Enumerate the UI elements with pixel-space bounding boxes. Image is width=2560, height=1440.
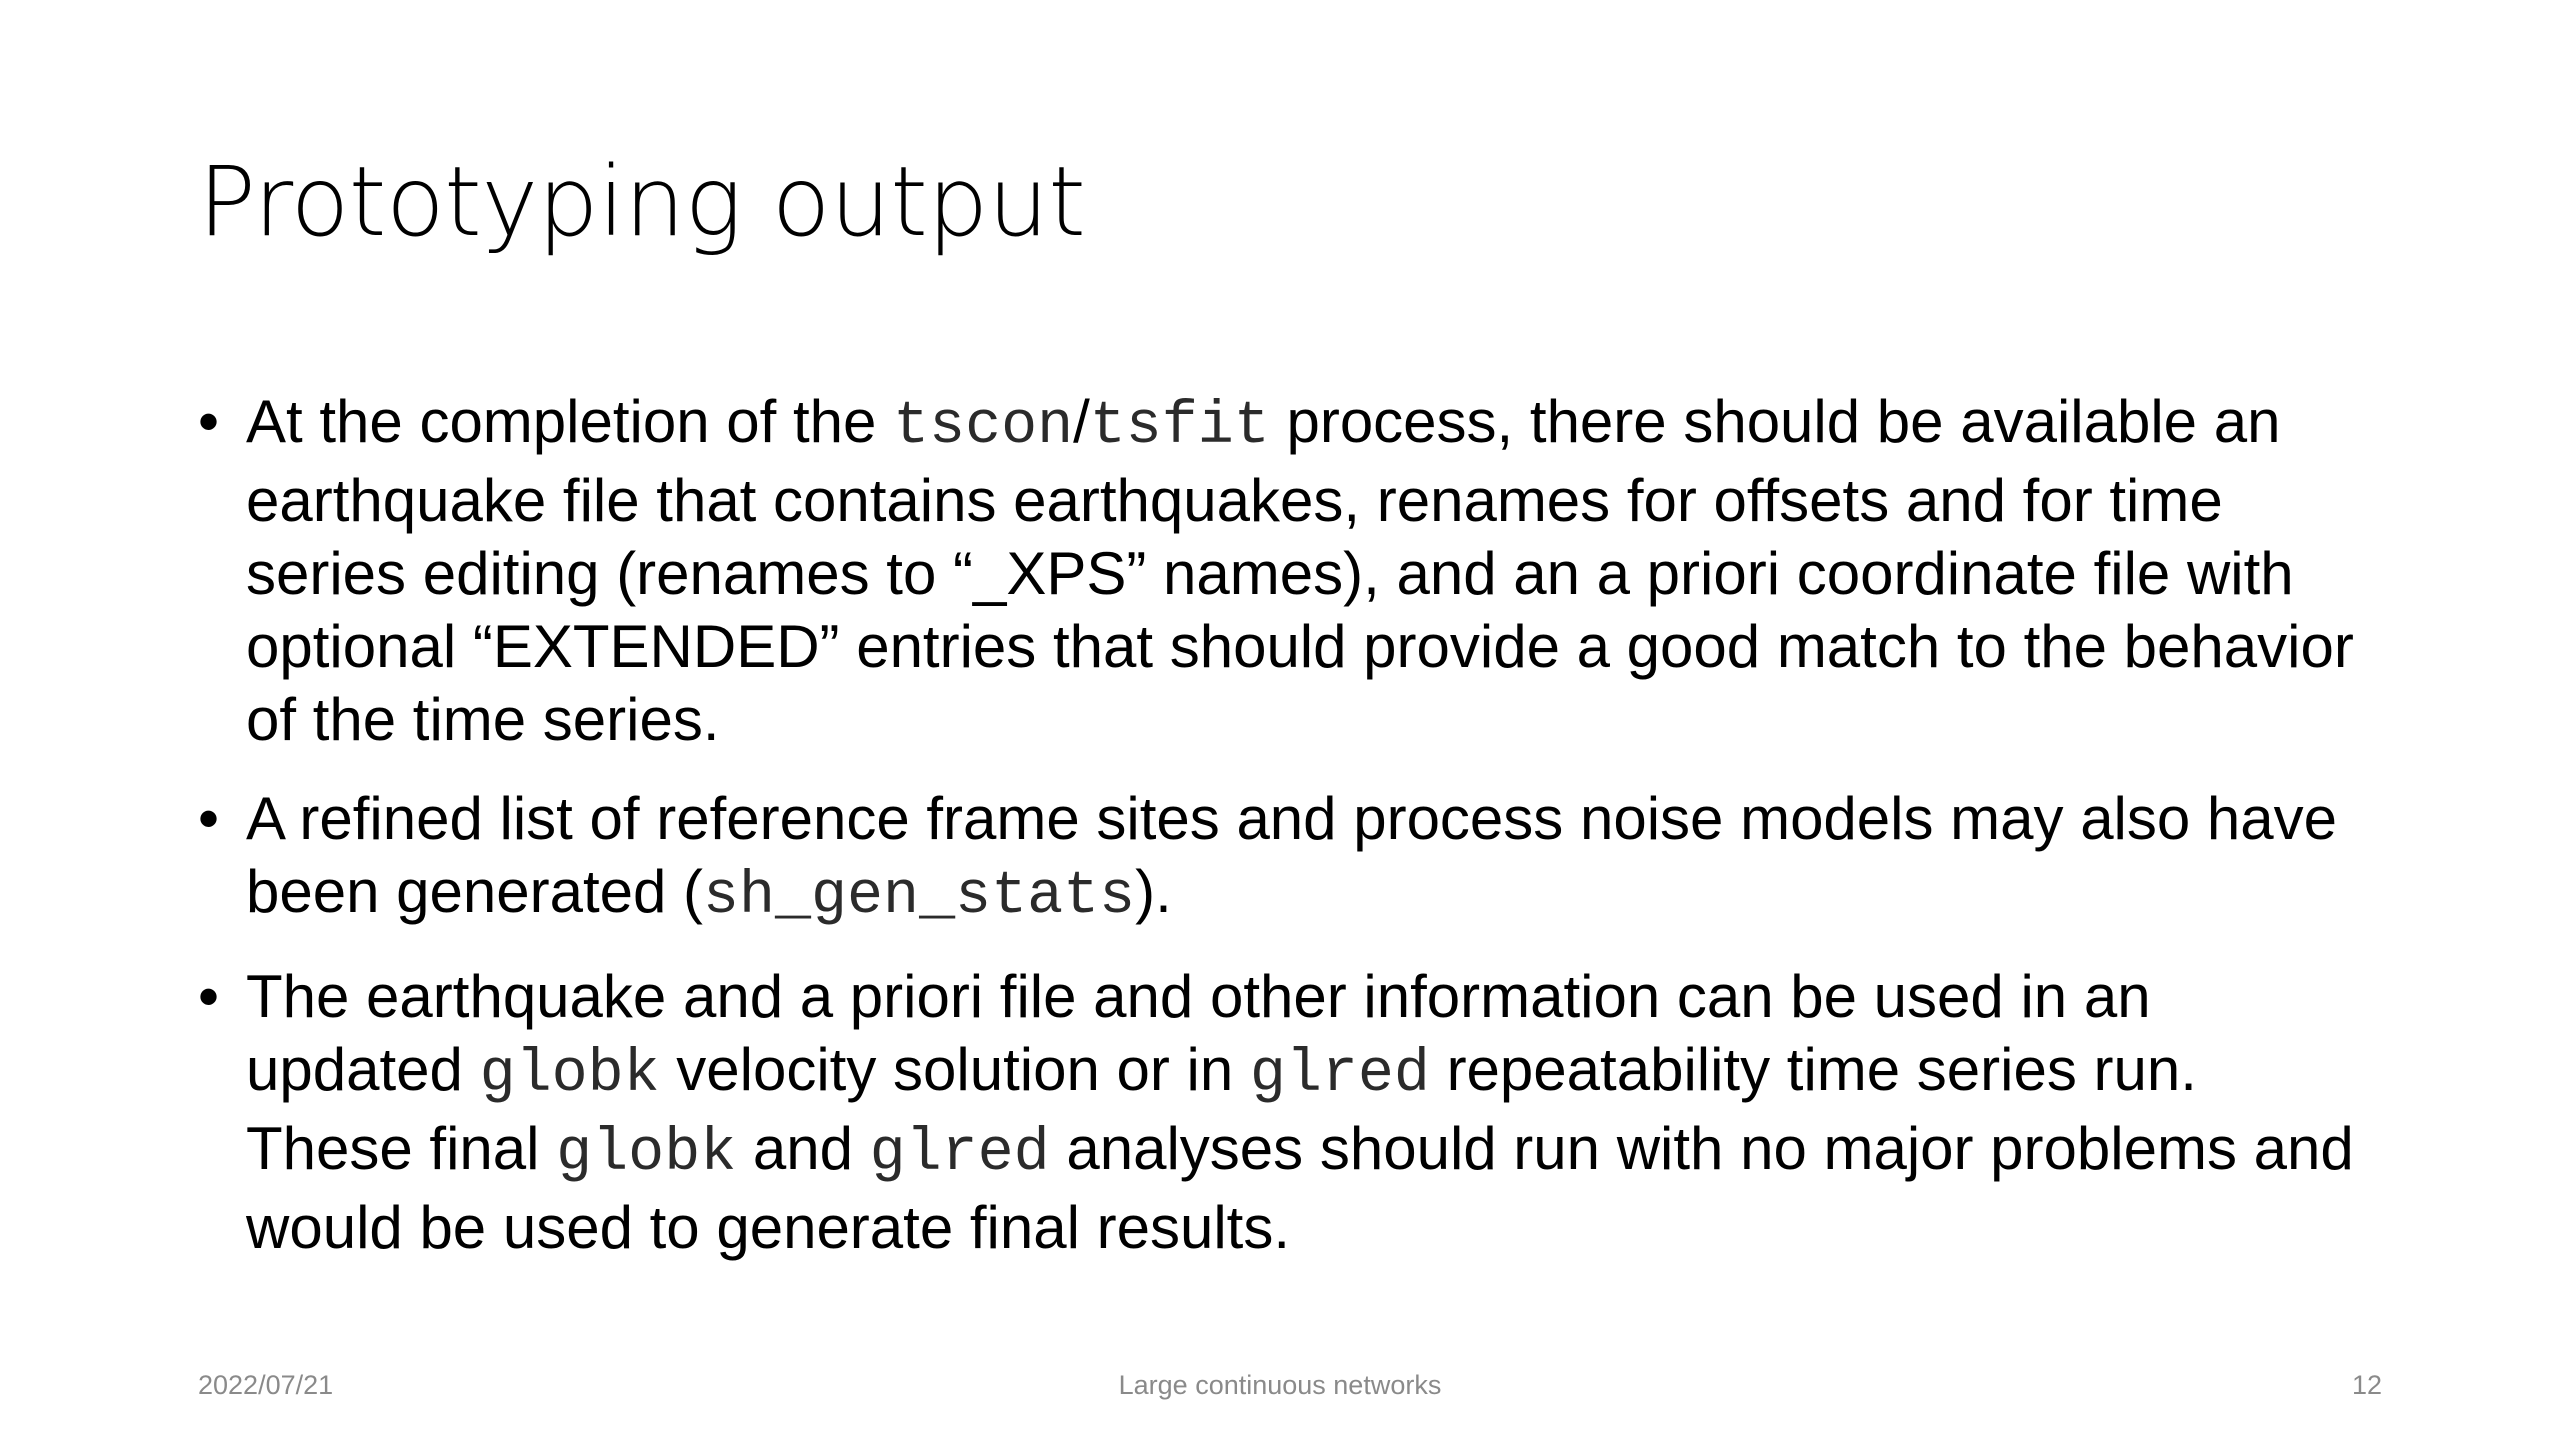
bullet-text: repeatability time series run. These final	[246, 1036, 2197, 1182]
slide-title: Prototyping output	[198, 146, 1086, 258]
code-term: tscon	[893, 393, 1074, 461]
bullet-text: A refined list of reference frame sites and process noise models may also have been generated (	[246, 785, 2338, 925]
bullet-text: and	[736, 1115, 870, 1182]
bullet-item-2	[198, 782, 2378, 934]
bullet-text: The earthquake and a priori file and other information can be used in an updated	[246, 963, 2151, 1103]
code-term: glred	[869, 1120, 1050, 1188]
bullet-list	[198, 385, 2378, 1290]
bullet-marker: •	[198, 388, 220, 455]
code-term: tsfit	[1089, 393, 1270, 461]
code-term: glred	[1249, 1041, 1430, 1109]
bullet-text: analyses should run with no major problems and would be used to generate final results.	[246, 1115, 2354, 1261]
code-term: globk	[556, 1120, 737, 1188]
bullet-text: velocity solution or in	[659, 1036, 1250, 1103]
footer-page-number: 12	[2351, 1370, 2382, 1400]
bullet-text: /	[1073, 388, 1090, 455]
bullet-text: process, there should be available an earthquake file that contains earthquakes, renames for offsets and for time series editing (renames to “_XPS” names), and an a priori coordinate file with optional “EXTENDED” entries that should provide a good match to the behavior of the time series.	[246, 388, 2354, 753]
bullet-text: ).	[1135, 858, 1172, 925]
footer-date: 2022/07/21	[198, 1370, 334, 1400]
bullet-marker: •	[198, 963, 220, 1030]
code-term: globk	[479, 1041, 660, 1109]
bullet-text: At the completion of the	[246, 388, 894, 455]
bullet-marker: •	[198, 785, 220, 852]
bullet-item-3	[198, 960, 2378, 1264]
bullet-item-1	[198, 385, 2378, 756]
code-term: sh_gen_stats	[703, 863, 1136, 931]
footer-title: Large continuous networks	[1118, 1370, 1442, 1400]
